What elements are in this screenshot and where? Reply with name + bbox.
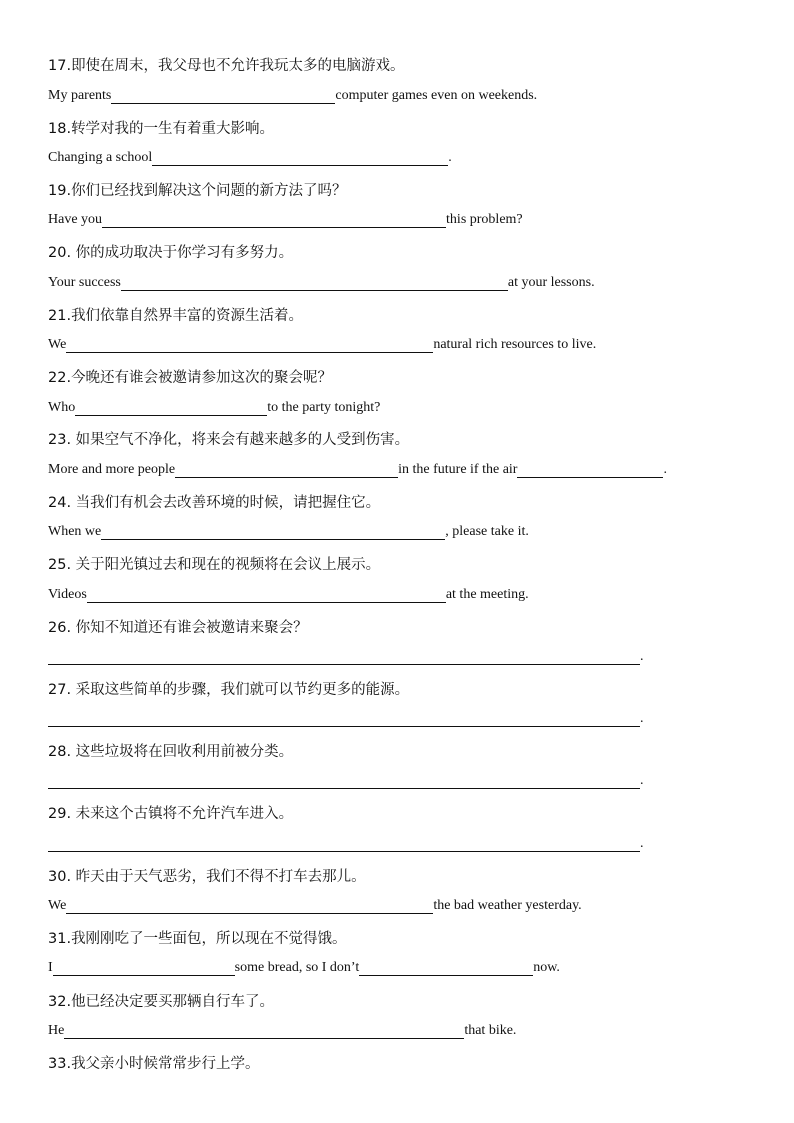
question-25-prompt: 25. 关于阳光镇过去和现在的视频将在会议上展示。 [48,557,381,573]
question-29-prompt: 29. 未来这个古镇将不允许汽车进入。 [48,806,294,822]
answer-blank[interactable] [152,150,448,166]
question-27-prompt: 27. 采取这些简单的步骤，我们就可以节约更多的能源。 [48,682,410,698]
question-28-answer-line: . [48,773,644,789]
question-19-answer-line: Have you this problem? [48,212,523,227]
answer-blank[interactable] [87,587,446,603]
question-31-answer-line: I some bread, so I don’t now. [48,960,560,975]
question-24-answer-line: When we , please take it. [48,524,529,539]
question-26-prompt: 26. 你知不知道还有谁会被邀请来聚会？ [48,620,308,636]
answer-blank[interactable] [48,836,640,852]
question-19-prompt: 19.你们已经找到解决这个问题的新方法了吗？ [48,183,347,199]
question-25-answer-line: Videos at the meeting. [48,587,529,602]
question-33-prompt: 33.我父亲小时候常常步行上学。 [48,1056,260,1072]
question-30-prompt: 30. 昨天由于天气恶劣，我们不得不打车去那儿。 [48,869,366,885]
question-27-answer-line: . [48,711,644,727]
question-23-answer-line: More and more people in the future if the air . [48,462,667,477]
question-30-answer-line: We the bad weather yesterday. [48,898,582,913]
question-31-prompt: 31.我刚刚吃了一些面包，所以现在不觉得饿。 [48,931,347,947]
answer-blank[interactable] [101,524,445,540]
answer-blank[interactable] [66,898,433,914]
answer-blank[interactable] [121,275,508,291]
answer-blank[interactable] [111,88,335,104]
answer-blank[interactable] [48,711,640,727]
question-32-answer-line: He that bike. [48,1023,517,1038]
answer-blank[interactable] [102,212,446,228]
question-17-prompt: 17.即使在周末，我父母也不允许我玩太多的电脑游戏。 [48,58,405,74]
question-32-prompt: 32.他已经决定要买那辆自行车了。 [48,994,275,1010]
question-20-answer-line: Your success at your lessons. [48,275,595,290]
answer-blank[interactable] [64,1023,464,1039]
answer-blank[interactable] [517,462,663,478]
question-21-prompt: 21.我们依靠自然界丰富的资源生活着。 [48,308,304,324]
question-24-prompt: 24. 当我们有机会去改善环境的时候，请把握住它。 [48,495,381,511]
question-29-answer-line: . [48,836,644,852]
question-22-answer-line: Who to the party tonight? [48,400,381,415]
question-26-answer-line: . [48,649,644,665]
answer-blank[interactable] [75,400,267,416]
answer-blank[interactable] [48,649,640,665]
answer-blank[interactable] [48,773,640,789]
question-17-answer-line: My parents computer games even on weekends. [48,88,538,103]
answer-blank[interactable] [175,462,398,478]
question-23-prompt: 23. 如果空气不净化，将来会有越来越多的人受到伤害。 [48,432,410,448]
question-18-prompt: 18.转学对我的一生有着重大影响。 [48,121,275,137]
question-28-prompt: 28. 这些垃圾将在回收利用前被分类。 [48,744,294,760]
question-22-prompt: 22.今晚还有谁会被邀请参加这次的聚会呢？ [48,370,333,386]
question-20-prompt: 20. 你的成功取决于你学习有多努力。 [48,245,294,261]
answer-blank[interactable] [66,337,433,353]
answer-blank[interactable] [359,960,533,976]
question-21-answer-line: We natural rich resources to live. [48,337,597,352]
answer-blank[interactable] [53,960,235,976]
question-18-answer-line: Changing a school . [48,150,452,165]
